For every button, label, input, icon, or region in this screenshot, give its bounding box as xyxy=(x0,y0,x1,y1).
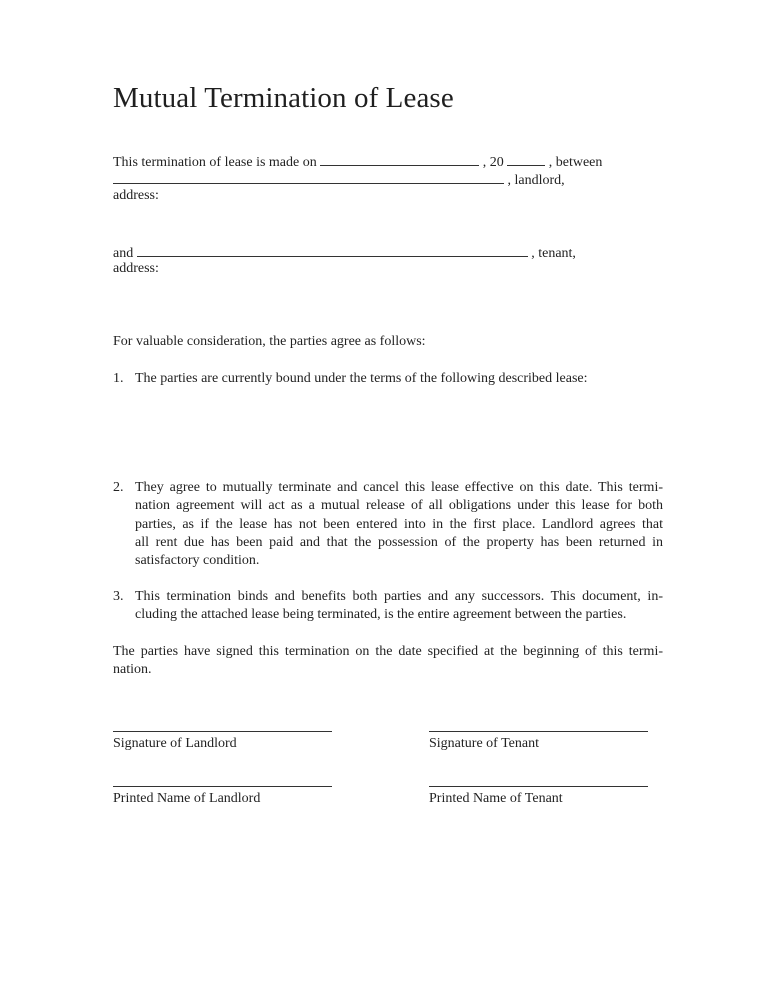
tenant-signature-block xyxy=(429,731,648,753)
clause-3 xyxy=(113,588,663,625)
clause-text-line: cluding the attached lease being terminated, is the entire agreement between the parties. xyxy=(135,607,627,623)
closing-text-line: The parties have signed this termination on the date specified at the beginning of this termi- xyxy=(113,644,663,659)
landlord-printed-name-block xyxy=(113,786,332,808)
year-blank[interactable] xyxy=(507,151,545,166)
clause-number: 2. xyxy=(113,480,124,495)
clause-2 xyxy=(113,479,663,570)
and-label: and xyxy=(113,246,134,261)
landlord-signature-line[interactable] xyxy=(113,731,332,732)
closing-text-line: nation. xyxy=(113,662,152,678)
document-title: Mutual Termination of Lease xyxy=(113,82,454,114)
tenant-printed-name-label: Printed Name of Tenant xyxy=(429,791,563,806)
landlord-address-label: address: xyxy=(113,188,159,203)
date-blank[interactable] xyxy=(320,151,479,166)
clause-1 xyxy=(113,370,663,388)
tenant-printed-name-block xyxy=(429,786,648,808)
clause-text-line: nation agreement will act as a mutual release of all obligations under this lease for both xyxy=(135,498,663,514)
clause-number: 1. xyxy=(113,371,124,386)
landlord-label: , landlord, xyxy=(507,173,565,188)
intro-between: , between xyxy=(548,155,603,170)
landlord-signature-block xyxy=(113,731,332,753)
consideration-text: For valuable consideration, the parties agree as follows: xyxy=(113,334,426,349)
tenant-signature-line[interactable] xyxy=(429,731,648,732)
tenant-name-blank[interactable] xyxy=(137,242,528,257)
clause-number: 3. xyxy=(113,589,124,604)
tenant-line xyxy=(113,242,576,263)
tenant-printed-name-line[interactable] xyxy=(429,786,648,787)
clause-text-line: The parties are currently bound under the terms of the following described lease: xyxy=(135,371,588,386)
landlord-name-blank[interactable] xyxy=(113,169,504,184)
clause-text-line: This termination binds and benefits both parties and any successors. This document, in- xyxy=(135,589,663,604)
intro-date-prefix: This termination of lease is made on xyxy=(113,155,317,170)
landlord-printed-name-line[interactable] xyxy=(113,786,332,787)
clause-text-line: all rent due has been paid and that the possession of the property has been returned in xyxy=(135,534,663,550)
tenant-label: , tenant, xyxy=(531,246,576,261)
closing-paragraph xyxy=(113,643,663,680)
clause-text-line: They agree to mutually terminate and cancel this lease effective on this date. This termi- xyxy=(135,480,663,495)
tenant-signature-label: Signature of Tenant xyxy=(429,736,539,751)
intro-year-sep: , 20 xyxy=(482,155,504,170)
landlord-printed-name-label: Printed Name of Landlord xyxy=(113,791,261,806)
intro-line-2 xyxy=(113,169,565,190)
landlord-signature-label: Signature of Landlord xyxy=(113,736,237,751)
clause-text-line: satisfactory condition. xyxy=(135,553,260,569)
clause-text-line: parties, as if the lease has not been entered into in the first place. Landlord agrees that xyxy=(135,516,663,532)
tenant-address-label: address: xyxy=(113,261,159,276)
